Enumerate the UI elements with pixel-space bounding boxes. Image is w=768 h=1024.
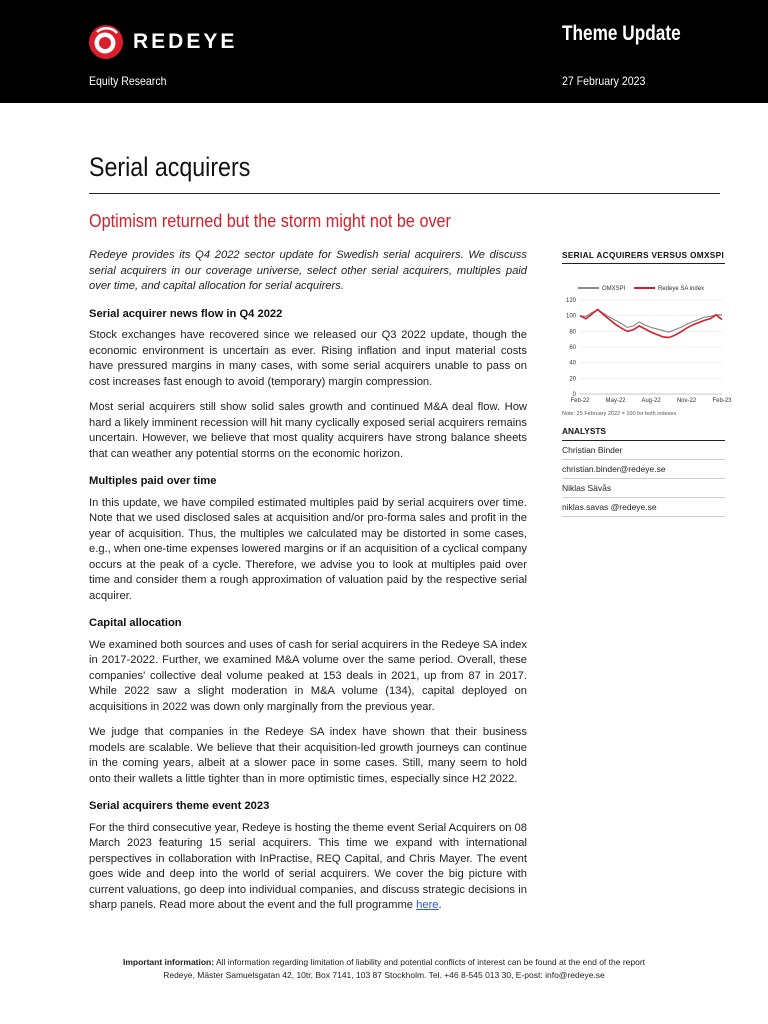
news-paragraph-1: Stock exchanges have recovered since we released our Q3 2022 update, though the economic environment is uncertain as ever. Rising inflation and input material costs have pressured margins in many cases, with some serial acquirers unable to pass on cost increases fast enough to avoid (temporary) margin compression. [89,329,527,388]
chart-note: Note: 25 February 2022 = 100 for both indexes [562,411,677,417]
event-text: For the third consecutive year, Redeye is hosting the theme event Serial Acquirers on 08 March 2023 featuring 15 serial acquirers. This time we expand with international perspectives in collaboration with InPractise, REQ Capital, and Chris Mayer. The event goes wide and deep into the world of serial acquirers. We cover the big picture with current valuations, go deep into individual companies, and discuss strategic decisions in sharp panels. Read more about the event and the full programme [89,821,527,911]
capital-paragraph-1: We examined both sources and uses of cash for serial acquirers in the Redeye SA index in 2017-2022. Further, we examined M&A volume over the same period. Overall, these companies' collective deal volume peaked at 153 deals in 2021, up from 87 in 2017. While 2022 saw a slight moderation in M&A volume (134), capital deployed on acquisitions in 2022 was down only marginally from the previous year. [89,638,527,713]
doc-type: Theme Update [562,22,681,45]
footer-label: Important information: [122,957,215,967]
page-subtitle: Optimism returned but the storm might not be over [89,211,451,231]
section-heading-news: Serial acquirer news flow in Q4 2022 [89,307,283,320]
main-column [89,248,527,914]
y-tick-label: 40 [569,360,576,367]
brand-name: REDEYE [133,30,238,53]
page-footer [0,956,768,982]
series-line [580,309,722,337]
x-tick-label: Feb-23 [712,398,732,404]
analyst-email[interactable]: niklas.savas @redeye.se [562,498,725,517]
chart-title: SERIAL ACQUIRERS VERSUS OMXSPI [562,250,725,264]
analyst-name: Niklas Sävås [562,479,725,498]
section-heading-multiples: Multiples paid over time [89,475,217,487]
line-chart [562,264,732,404]
analysts-title: ANALYSTS [562,426,725,441]
section-heading-event: Serial acquirers theme event 2023 [89,800,270,812]
intro-paragraph: Redeye provides its Q4 2022 sector update for Swedish serial acquirers. We discuss serial acquirers in our coverage universe, select other serial acquirers, multiples paid over time, and capital allocation for serial acquirers. [89,249,527,292]
event-end: . [438,899,442,911]
footer-text: All information regarding limitation of liability and potential conflicts of interest can be found at the end of the report [216,957,646,967]
analyst-email[interactable]: christian.binder@redeye.se [562,460,725,479]
analyst-name: Christian Binder [562,441,725,460]
y-tick-label: 100 [565,313,576,320]
brand-logo [88,24,237,60]
x-tick-label: Aug-22 [641,398,661,404]
category-label: Equity Research [89,74,167,88]
title-divider [89,193,720,194]
y-tick-label: 0 [572,392,576,398]
section-heading-capital: Capital allocation [89,617,182,629]
footer-address: Redeye, Mäster Samuelsgatan 42, 10tr, Box 7141, 103 87 Stockholm. Tel. +46 8-545 013 30, E-post: info@redeye.se [163,970,605,980]
event-paragraph [89,821,527,914]
page-header [0,0,768,103]
redeye-eye-icon [88,24,124,60]
y-tick-label: 20 [569,376,576,383]
legend-label: OMXSPI [602,286,626,292]
footer-disclaimer [0,956,768,969]
programme-link[interactable]: here [416,899,439,911]
report-date: 27 February 2023 [562,74,646,88]
y-tick-label: 60 [569,345,576,351]
page-title: Serial acquirers [89,152,251,182]
multiples-paragraph: In this update, we have compiled estimated multiples paid by serial acquirers over time. Note that we used disclosed sales at acquisition and/or pro-forma sales and profit in the year of acquisition. Thus, the multiples we calculated may be distorted in some cases, e.g., when one-time expenses lowered margins or if an acquisition of a cyclical company occurs at the peak of a cycle. Therefore, we advise you to look at multiples paid over time and consider them a rough approximation of valuation paid by the respective serial acquirer. [89,496,527,602]
analysts-panel [562,426,725,517]
x-tick-label: May-22 [605,398,626,404]
news-paragraph-2: Most serial acquirers still show solid sales growth and continued M&A deal flow. How hard a likely imminent recession will hit many cyclically exposed serial acquirers remains uncertain. However, we believe that most quality acquirers have strong balance sheets that can weather any potential storms on the economic horizon. [89,401,527,460]
x-tick-label: Feb-22 [570,398,590,404]
y-tick-label: 120 [565,298,576,304]
chart-panel [562,250,732,417]
capital-paragraph-2: We judge that companies in the Redeye SA index have shown that their business models are scalable. We believe that their acquisition-led growth journeys can continue in the coming years, albeit at a slower pace in some cases. Still, many seem to hold onto their wallets a little tighter than in more optimistic times, especially since H2 2022. [89,726,527,785]
x-tick-label: Nov-22 [676,398,697,404]
y-tick-label: 80 [569,329,576,336]
legend-label: Redeye SA index [658,286,705,292]
